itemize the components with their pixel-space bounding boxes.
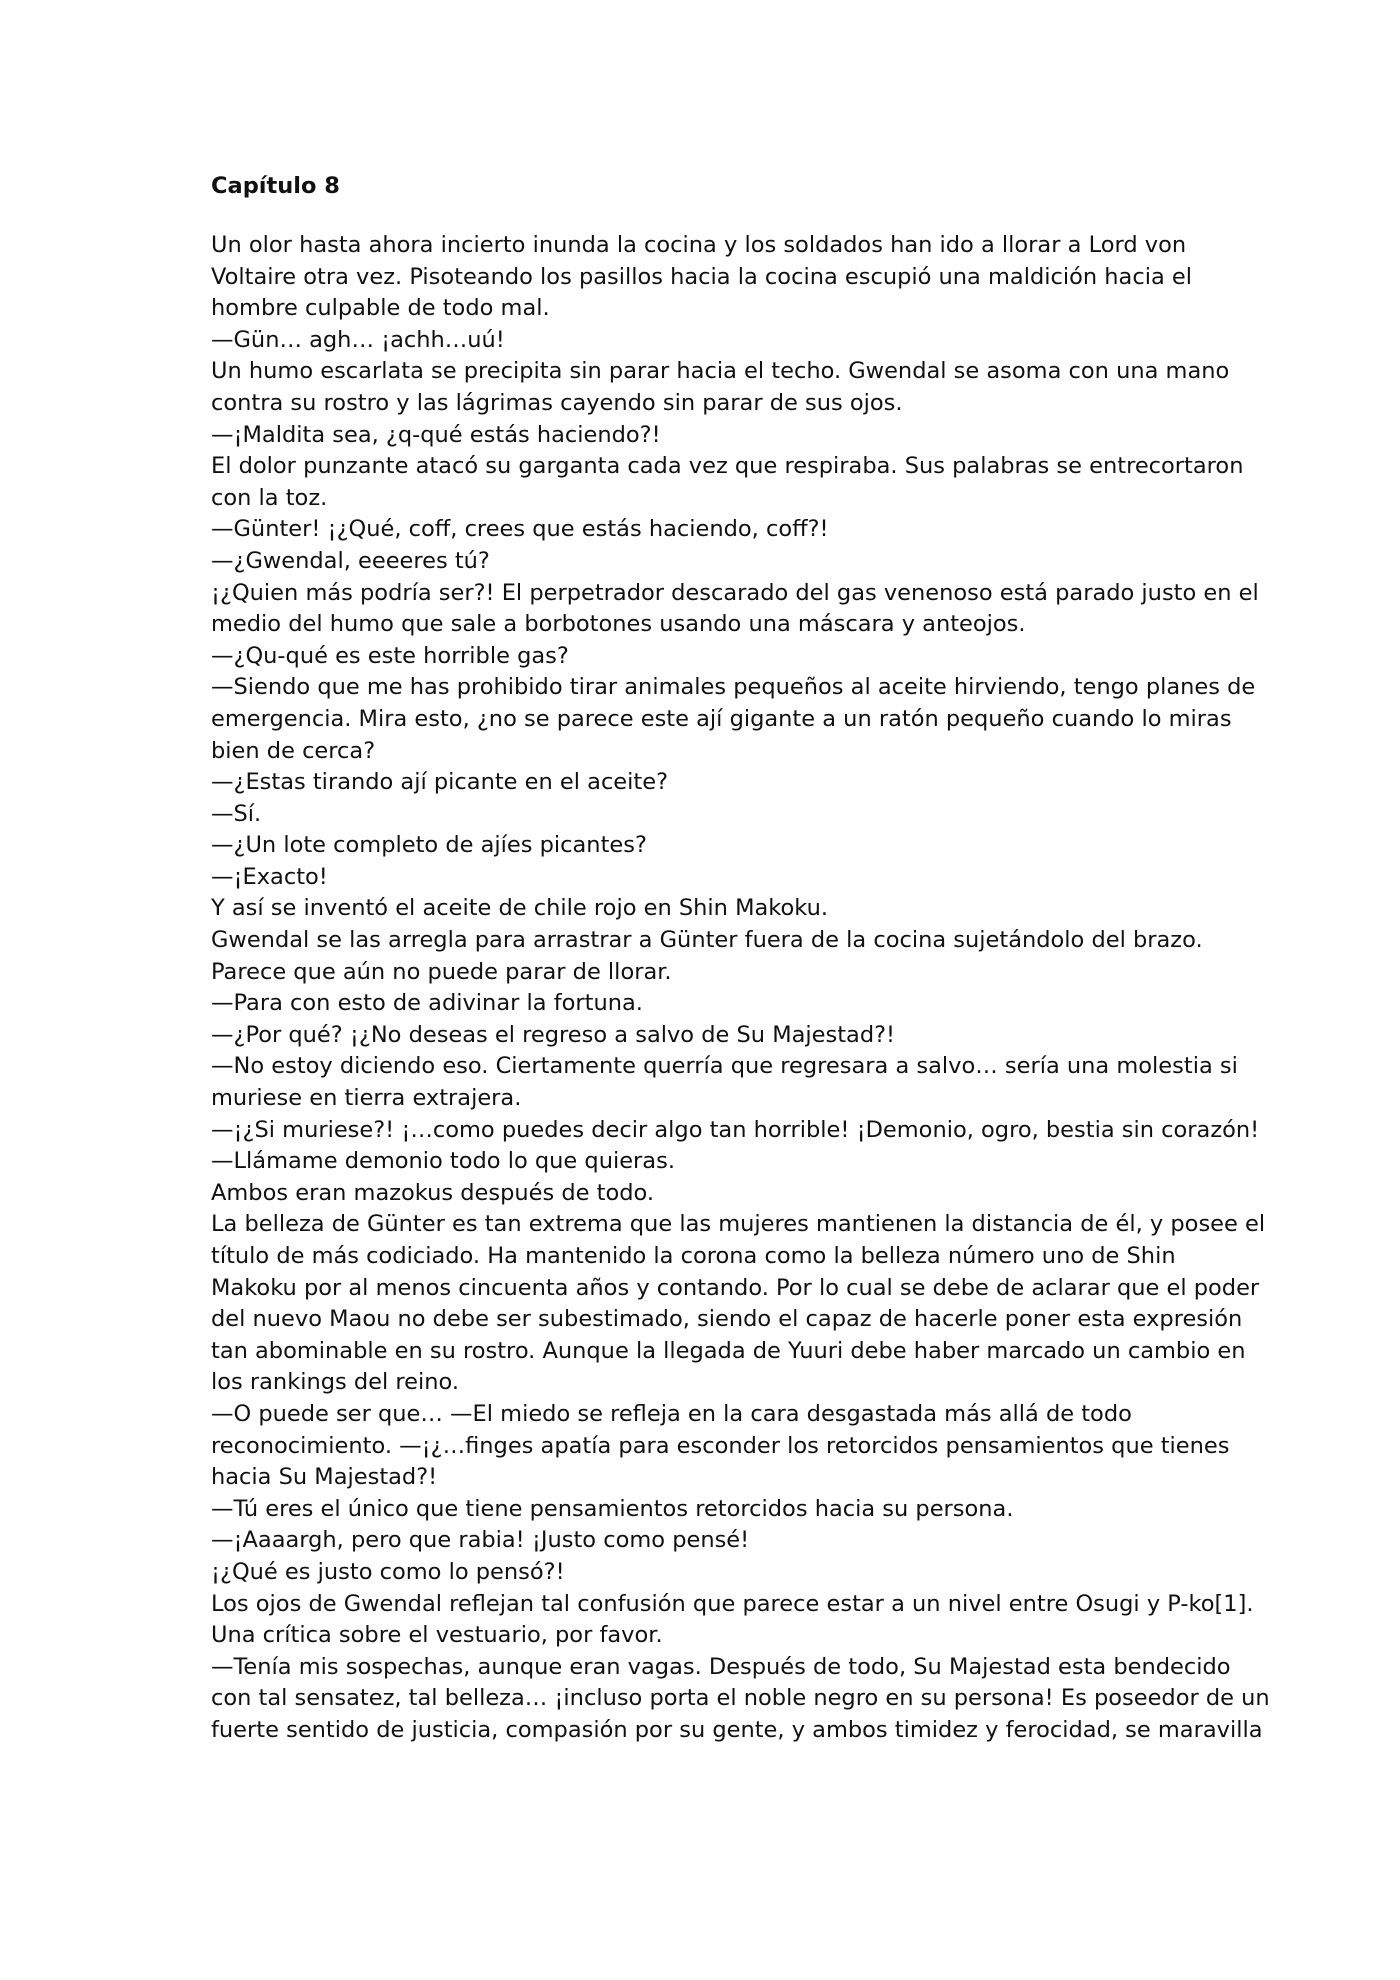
text-line: Un olor hasta ahora incierto inunda la cocina y los soldados han ido a llorar a Lord von: [211, 232, 1187, 258]
text-line: —¿Gwendal, eeeeres tú?: [211, 547, 490, 574]
text-line: con la toz.: [211, 484, 328, 511]
chapter-title: Capítulo 8: [211, 173, 340, 199]
text-line: Y así se inventó el aceite de chile rojo en Shin Makoku.: [211, 895, 829, 922]
text-line: El dolor punzante atacó su garganta cada vez que respiraba. Sus palabras se entrecortaron: [211, 453, 1244, 480]
text-line: —Tú eres el único que tiene pensamientos retorcidos hacia su persona.: [211, 1495, 1014, 1522]
text-line: —¿Un lote completo de ajíes picantes?: [211, 832, 647, 859]
text-line: —Sí.: [211, 800, 262, 827]
text-line: reconocimiento. —¡¿…finges apatía para esconder los retorcidos pensamientos que tienes: [211, 1432, 1230, 1459]
text-line: Makoku por al menos cincuenta años y contando. Por lo cual se debe de aclarar que el poder: [211, 1274, 1260, 1301]
text-line: —Llámame demonio todo lo que quieras.: [211, 1148, 675, 1175]
text-line: Un humo escarlata se precipita sin parar hacia el techo. Gwendal se asoma con una mano: [211, 358, 1230, 385]
text-line: La belleza de Günter es tan extrema que las mujeres mantienen la distancia de él, y posee el: [211, 1211, 1266, 1238]
document-page: [211, 170, 1270, 1747]
text-line: hacia Su Majestad?!: [211, 1464, 438, 1491]
text-line: —Günter! ¡¿Qué, coff, crees que estás haciendo, coff?!: [211, 516, 829, 543]
text-line: ¡¿Qué es justo como lo pensó?!: [211, 1558, 565, 1585]
text-line: —Gün… agh… ¡achh…uú!: [211, 326, 505, 353]
text-line: del nuevo Maou no debe ser subestimado, siendo el capaz de hacerle poner esta expresión: [211, 1306, 1243, 1333]
text-line: título de más codiciado. Ha mantenido la corona como la belleza número uno de Shin: [211, 1243, 1176, 1269]
text-line: tan abominable en su rostro. Aunque la llegada de Yuuri debe haber marcado un cambio en: [211, 1337, 1246, 1364]
text-line: contra su rostro y las lágrimas cayendo sin parar de sus ojos.: [211, 389, 903, 416]
text-line: —¿Por qué? ¡¿No deseas el regreso a salvo de Su Majestad?!: [211, 1021, 896, 1048]
body-text: [211, 230, 1270, 1747]
text-line: medio del humo que sale a borbotones usando una máscara y anteojos.: [211, 611, 1026, 638]
text-line: —¿Estas tirando ají picante en el aceite?: [211, 769, 669, 796]
text-line: —No estoy diciendo eso. Ciertamente querría que regresara a salvo… sería una molestia si: [211, 1053, 1238, 1080]
text-line: —¡Aaaargh, pero que rabia! ¡Justo como pensé!: [211, 1527, 750, 1554]
text-line: —O puede ser que… —El miedo se refleja en la cara desgastada más allá de todo: [211, 1400, 1132, 1427]
text-line: bien de cerca?: [211, 737, 376, 764]
text-line: —¡¿Si muriese?! ¡…como puedes decir algo tan horrible! ¡Demonio, ogro, bestia sin corazón!: [211, 1116, 1260, 1143]
text-line: Ambos eran mazokus después de todo.: [211, 1179, 655, 1206]
text-line: Voltaire otra vez. Pisoteando los pasillos hacia la cocina escupió una maldición hacia el: [211, 263, 1192, 290]
text-line: —Tenía mis sospechas, aunque eran vagas. Después de todo, Su Majestad esta bendecido: [211, 1653, 1231, 1680]
text-line: —¡Maldita sea, ¿q-qué estás haciendo?!: [211, 421, 661, 448]
text-line: Gwendal se las arregla para arrastrar a Günter fuera de la cocina sujetándolo del brazo.: [211, 927, 1203, 954]
text-line: fuerte sentido de justicia, compasión por su gente, y ambos timidez y ferocidad, se maravilla: [211, 1716, 1263, 1743]
text-line: Una crítica sobre el vestuario, por favor.: [211, 1622, 663, 1649]
text-line: —¿Qu-qué es este horrible gas?: [211, 642, 569, 669]
text-line: —¡Exacto!: [211, 863, 328, 890]
text-line: emergencia. Mira esto, ¿no se parece este ají gigante a un ratón pequeño cuando lo miras: [211, 705, 1232, 732]
text-line: muriese en tierra extrajera.: [211, 1085, 522, 1112]
text-line: hombre culpable de todo mal.: [211, 295, 550, 322]
text-line: ¡¿Quien más podría ser?! El perpetrador descarado del gas venenoso está parado justo en el: [211, 579, 1259, 606]
text-line: con tal sensatez, tal belleza… ¡incluso porta el noble negro en su persona! Es poseedor de un: [211, 1685, 1270, 1712]
text-line: —Siendo que me has prohibido tirar animales pequeños al aceite hirviendo, tengo planes de: [211, 674, 1256, 701]
text-line: los rankings del reino.: [211, 1369, 460, 1396]
text-line: Los ojos de Gwendal reflejan tal confusión que parece estar a un nivel entre Osugi y P-ko[1].: [211, 1590, 1254, 1617]
text-line: —Para con esto de adivinar la fortuna.: [211, 990, 643, 1017]
text-line: Parece que aún no puede parar de llorar.: [211, 958, 672, 985]
